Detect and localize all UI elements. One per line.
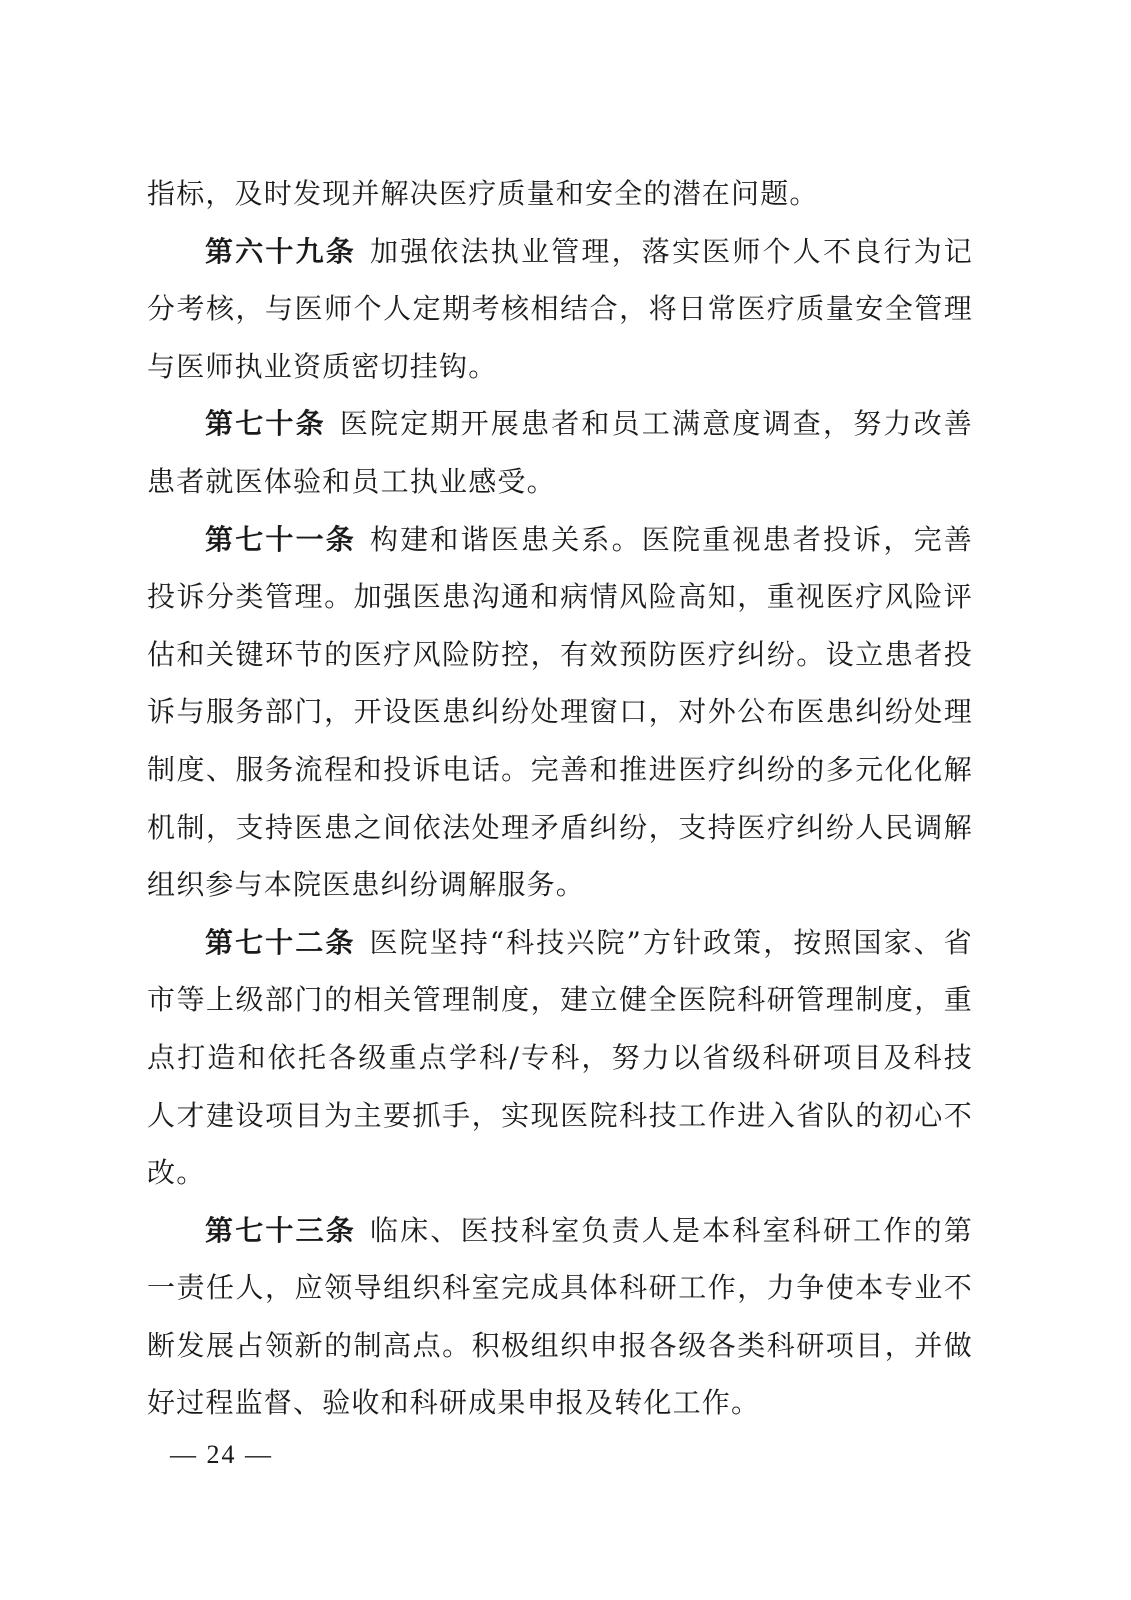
paragraph-article-69 [147,223,973,396]
page-number: — 24 — [170,1440,273,1469]
paragraph-text: 指标，及时发现并解决医疗质量和安全的潜在问题。 [147,177,819,210]
paragraph-article-71 [147,511,973,914]
paragraph-text: 加强依法执业管理，落实医师个人不良行为记分考核，与医师个人定期考核相结合，将日常医疗质量安全管理与医师执业资质密切挂钩。 [147,234,973,383]
paragraph-continuation [147,165,973,223]
article-number: 第七十三条 [205,1213,356,1247]
paragraph-text: 构建和谐医患关系。医院重视患者投诉，完善投诉分类管理。加强医患沟通和病情风险高知，重视医疗风险评估和关键环节的医疗风险防控，有效预防医疗纠纷。设立患者投诉与服务部门，开设医患纠纷处理窗口，对外公布医患纠纷处理制度、服务流程和投诉电话。完善和推进医疗纠纷的多元化化解机制，支持医患之间依法处理矛盾纠纷，支持医疗纠纷人民调解组织参与本院医患纠纷调解服务。 [147,522,973,902]
article-number: 第七十条 [205,407,326,441]
article-number: 第七十二条 [205,925,356,959]
paragraph-text: 医院坚持“科技兴院”方针政策，按照国家、省市等上级部门的相关管理制度，建立健全医院科研管理制度，重点打造和依托各级重点学科/专科，努力以省级科研项目及科技人才建设项目为主要抓手，实现医院科技工作进入省队的初心不改。 [147,925,973,1190]
body-text [147,165,973,1432]
article-number: 第七十一条 [205,522,356,556]
paragraph-article-73 [147,1202,973,1432]
paragraph-article-72 [147,914,973,1202]
article-number: 第六十九条 [205,234,356,268]
paragraph-article-70 [147,395,973,510]
paragraph-text: 临床、医技科室负责人是本科室科研工作的第一责任人，应领导组织科室完成具体科研工作，力争使本专业不断发展占领新的制高点。积极组织申报各级各类科研项目，并做好过程监督、验收和科研成果申报及转化工作。 [147,1213,973,1420]
paragraph-text: 医院定期开展患者和员工满意度调查，努力改善患者就医体验和员工执业感受。 [147,407,974,498]
